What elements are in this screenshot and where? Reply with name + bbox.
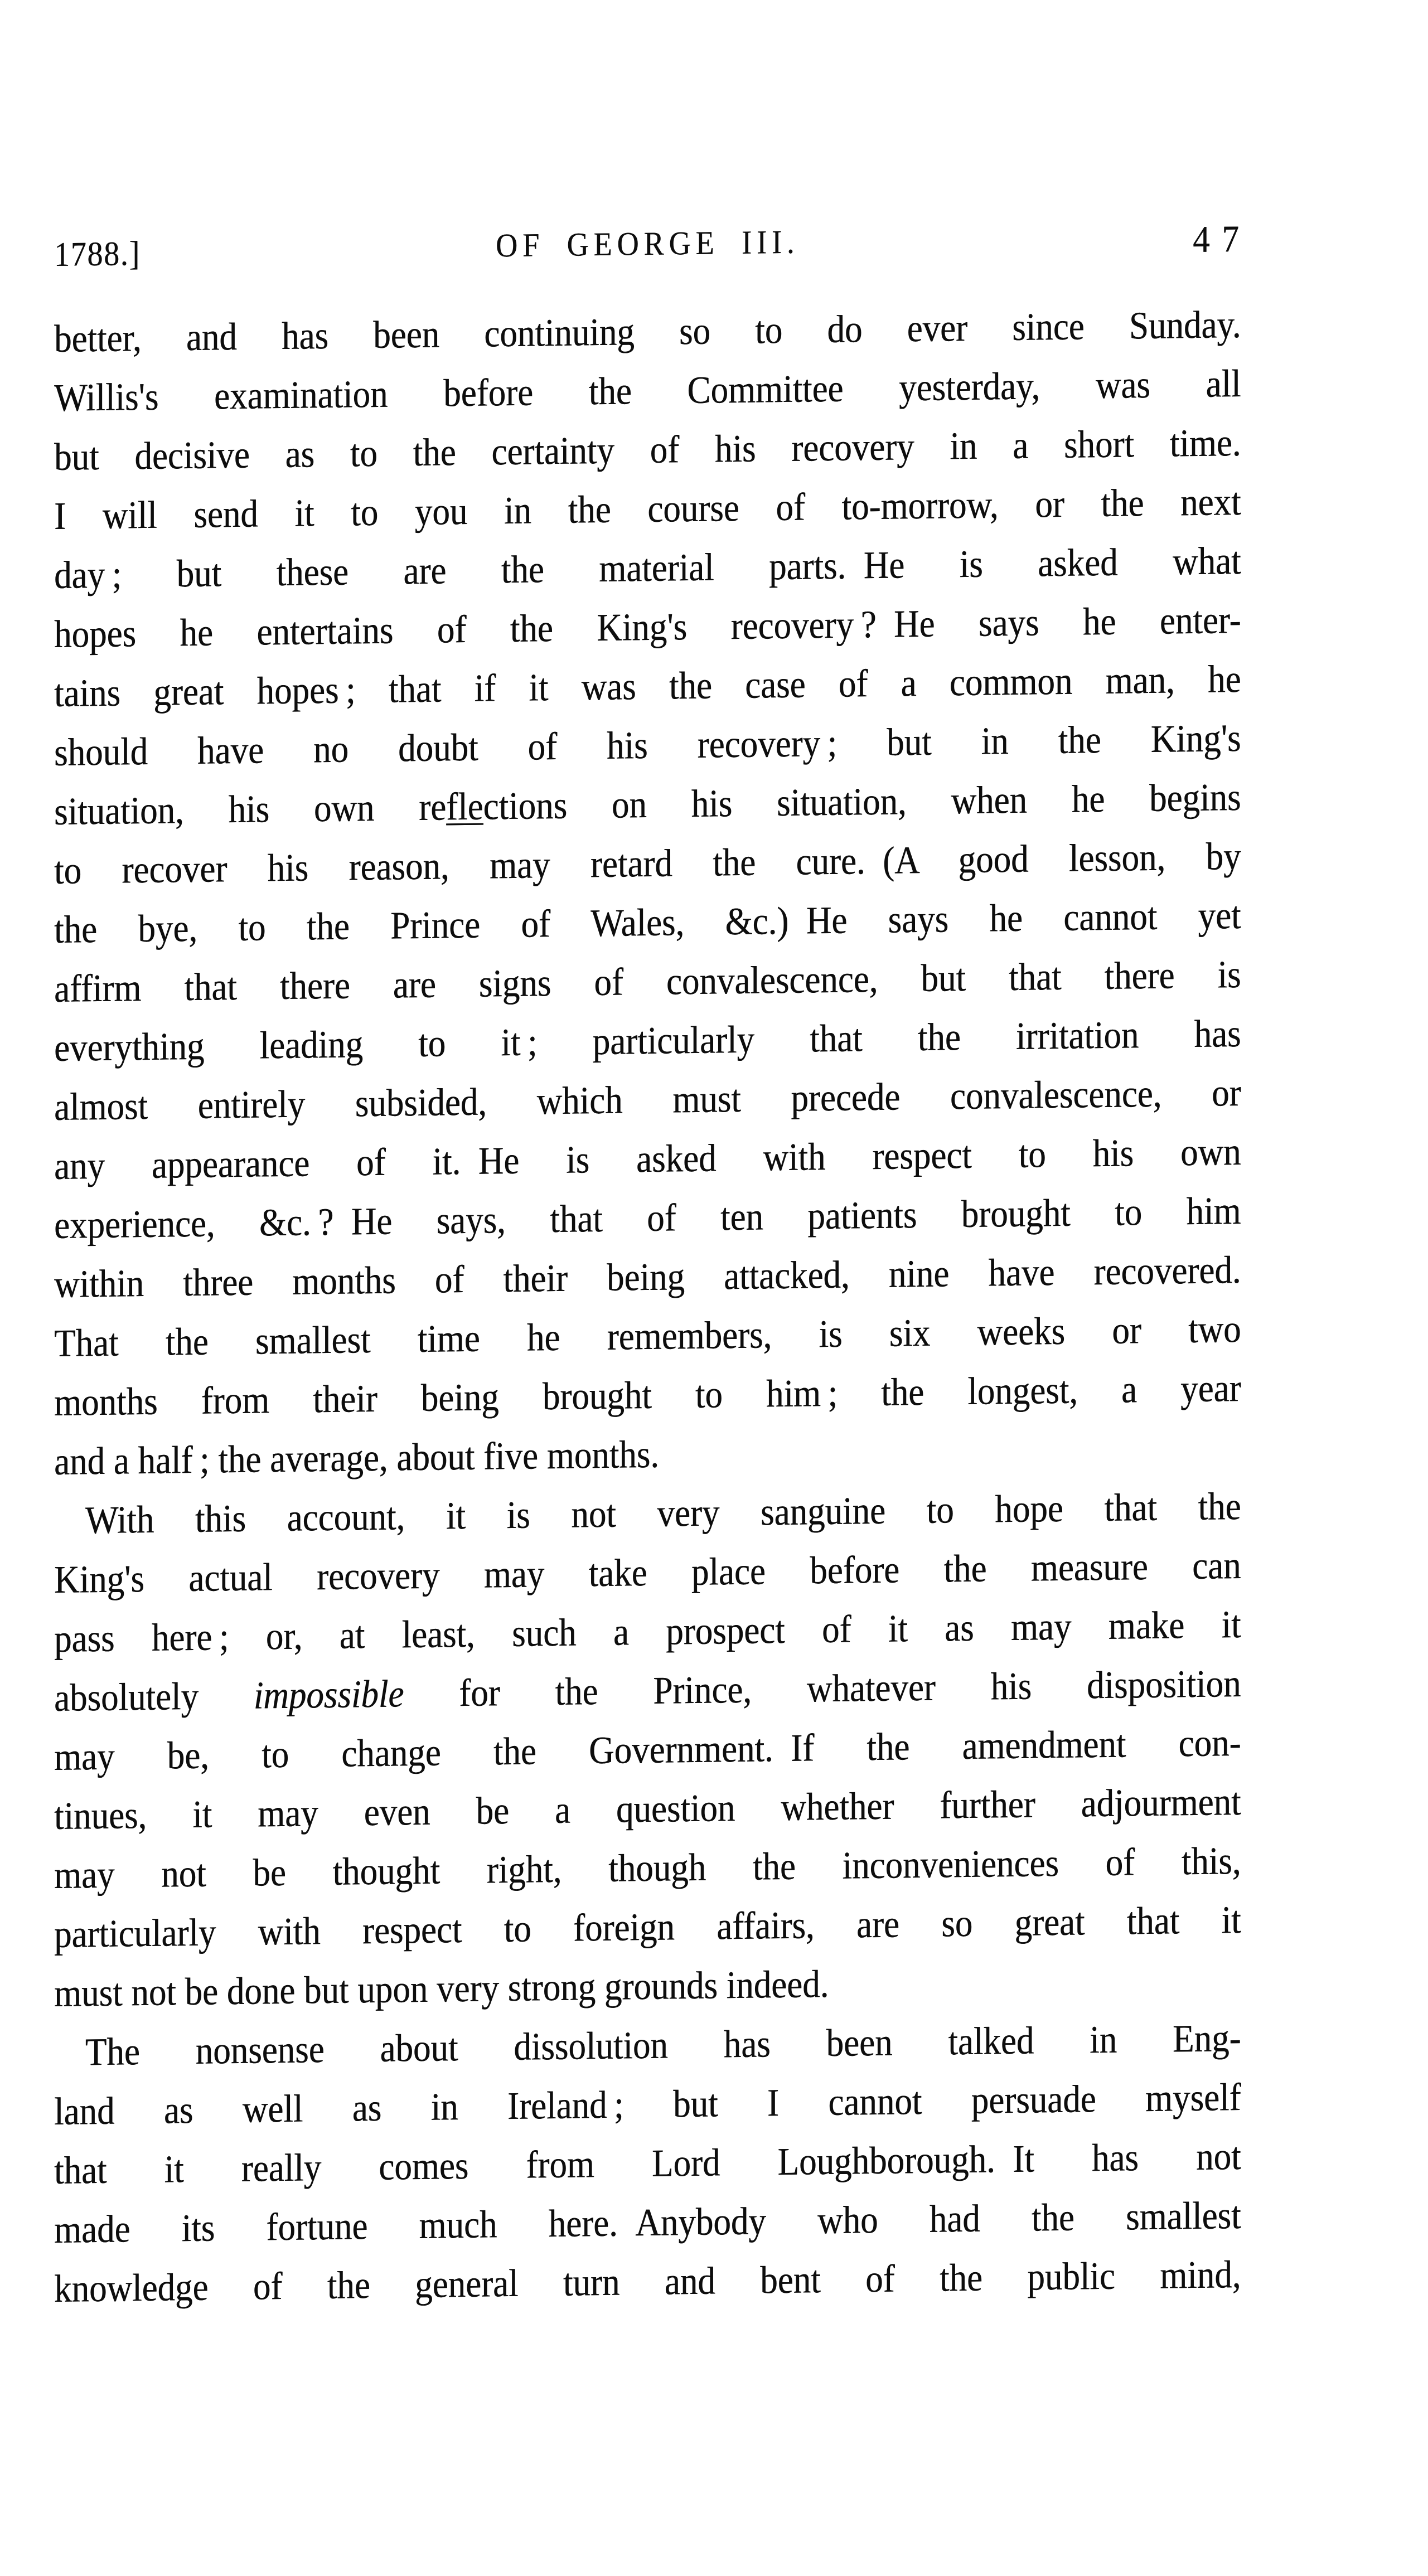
page-content — [54, 217, 1251, 2319]
text-segment: and a half ; the average, about five months. — [54, 1433, 659, 1483]
page-body — [54, 295, 1241, 2319]
header-year: 1788.] — [54, 235, 141, 274]
text-segment: made its fortune much here. Anybody who had the smallest — [54, 2194, 1241, 2252]
text-segment: but decisive as to the certainty of his recovery in a short time. — [54, 421, 1241, 479]
text-segment: to recover his reason, may retard the cure. (A good lesson, by — [54, 835, 1241, 892]
page-number: 47 — [1193, 217, 1251, 261]
text-segment: for the Prince, whatever his disposition — [404, 1662, 1241, 1716]
text-segment: absolutely — [54, 1674, 254, 1720]
paragraph — [54, 1477, 1241, 2024]
text-segment: everything leading to it ; particularly that the irritation has — [54, 1012, 1241, 1070]
text-segment: hopes he entertains of the King's recovery ? He says he enter- — [54, 598, 1241, 656]
text-segment: With this account, it is not very sanguine to hope that the — [85, 1485, 1241, 1542]
text-segment: tinues, it may even be a question whether further adjourment — [54, 1780, 1241, 1838]
text-segment: ctions on his situation, when he begins — [483, 775, 1241, 828]
text-segment: pass here ; or, at least, such a prospect of it as may make it — [54, 1603, 1241, 1661]
text-segment: situation, his own re — [54, 785, 447, 833]
text-segment: should have no doubt of his recovery ; but in the King's — [54, 716, 1241, 774]
text-segment: The nonsense about dissolution has been talked in Eng- — [85, 2016, 1241, 2074]
text-segment: almost entirely subsided, which must precede convalescence, or — [54, 1071, 1241, 1129]
text-segment: That the smallest time he remembers, is six weeks or two — [54, 1307, 1241, 1365]
text-segment: the bye, to the Prince of Wales, &c.) He says he cannot yet — [54, 894, 1241, 952]
page-header — [54, 217, 1251, 274]
print-artifact-underline: fle — [446, 785, 483, 829]
paragraph — [54, 295, 1241, 1492]
text-segment: tains great hopes ; that if it was the case of a common man, he — [54, 657, 1241, 715]
text-segment: day ; but these are the material parts. He is asked what — [54, 539, 1241, 597]
text-segment: any appearance of it. He is asked with respect to his own — [54, 1130, 1241, 1188]
text-segment: that it really comes from Lord Loughborough. It has not — [54, 2134, 1241, 2192]
text-segment: experience, &c. ? He says, that of ten patients brought to him — [54, 1189, 1241, 1247]
text-segment: may not be thought right, though the inconveniences of this, — [54, 1839, 1241, 1897]
italic-text: impossible — [253, 1672, 404, 1718]
text-segment: particularly with respect to foreign affairs, are so great that it — [54, 1898, 1241, 1956]
text-segment: I will send it to you in the course of to-morrow, or the next — [54, 480, 1241, 538]
text-segment: must not be done but upon very strong grounds indeed. — [54, 1963, 829, 2015]
text-segment: land as well as in Ireland ; but I cannot persuade myself — [54, 2075, 1241, 2133]
text-segment: months from their being brought to him ; the longest, a year — [54, 1366, 1241, 1424]
text-segment: may be, to change the Government. If the amendment con- — [54, 1721, 1241, 1779]
text-segment: Willis's examination before the Committee yesterday, was all — [54, 362, 1241, 420]
text-segment: affirm that there are signs of convalescence, but that there is — [54, 953, 1241, 1011]
paragraph — [54, 2009, 1241, 2319]
text-segment: better, and has been continuing so to do ever since Sunday. — [54, 303, 1241, 361]
text-segment: within three months of their being attacked, nine have recovered. — [54, 1248, 1241, 1306]
text-segment: knowledge of the general turn and bent of the public mind, — [54, 2253, 1241, 2311]
running-title: OF GEORGE III. — [496, 223, 800, 264]
text-segment: King's actual recovery may take place before the measure can — [54, 1544, 1241, 1602]
